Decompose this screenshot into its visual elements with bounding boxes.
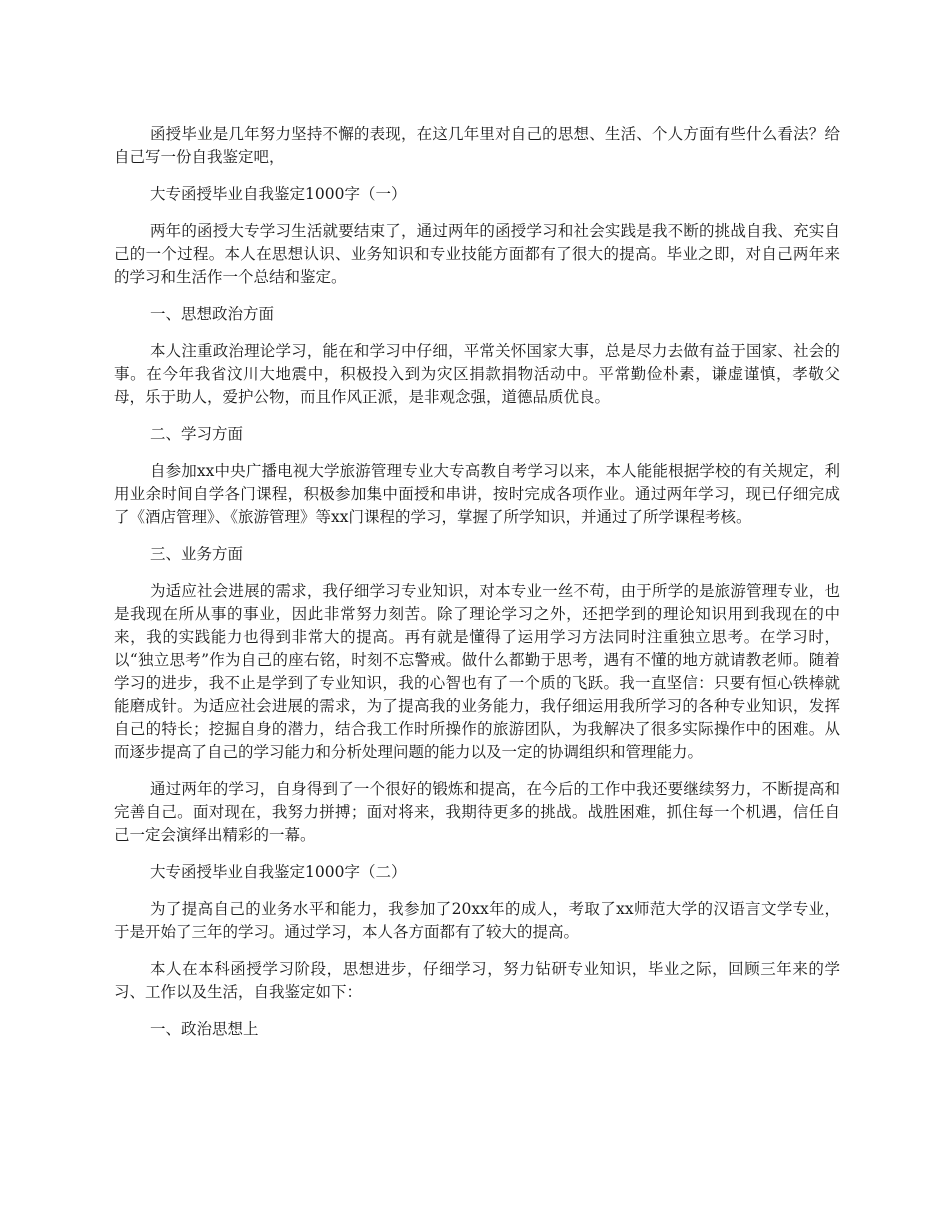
subheading-study: 二、学习方面 <box>150 425 244 443</box>
intro-paragraph: 函授毕业是几年努力坚持不懈的表现，在这几年里对自己的思想、生活、个人方面有些什么看法？给自己写一份自我鉴定吧， <box>114 125 840 166</box>
paragraph-summary-2: 本人在本科函授学习阶段，思想进步，仔细学习，努力钻研专业知识，毕业之际，回顾三年来的学习、工作以及生活，自我鉴定如下： <box>114 960 840 1001</box>
paragraph-conclusion-1: 通过两年的学习，自身得到了一个很好的锻炼和提高，在今后的工作中我还要继续努力，不断提高和完善自己。面对现在，我努力拼搏；面对将来，我期待更多的挑战。战胜困难，抓住每一个机遇，信任自己一定会演绎出精彩的一幕。 <box>114 780 840 844</box>
paragraph-study: 自参加xx中央广播电视大学旅游管理专业大专高教自考学习以来，本人能能根据学校的有关规定，利用业余时间自学各门课程，积极参加集中面授和串讲，按时完成各项作业。通过两年学习，现已仔细完成了《酒店管理》、《旅游管理》等xx门课程的学习，掌握了所学知识，并通过了所学课程考核。 <box>114 462 840 526</box>
section-title-2: 大专函授毕业自我鉴定1000字（二） <box>150 863 407 881</box>
subheading-politics: 一、思想政治方面 <box>150 305 275 323</box>
section-title-1: 大专函授毕业自我鉴定1000字（一） <box>150 185 407 203</box>
subheading-business: 三、业务方面 <box>150 545 244 563</box>
paragraph-politics: 本人注重政治理论学习，能在和学习中仔细，平常关怀国家大事，总是尽力去做有益于国家、社会的事。在今年我省汶川大地震中，积极投入到为灾区捐款捐物活动中。平常勤俭朴素，谦虚谨慎，孝敬父母，乐于助人，爱护公物，而且作风正派，是非观念强，道德品质优良。 <box>114 342 840 406</box>
paragraph-overview-1: 两年的函授大专学习生活就要结束了，通过两年的函授学习和社会实践是我不断的挑战自我、充实自己的一个过程。本人在思想认识、业务知识和专业技能方面都有了很大的提高。毕业之即，对自己两年来的学习和生活作一个总结和鉴定。 <box>114 222 840 286</box>
subheading-political-thought: 一、政治思想上 <box>150 1020 259 1038</box>
paragraph-business: 为适应社会进展的需求，我仔细学习专业知识，对本专业一丝不苟，由于所学的是旅游管理专业，也是我现在所从事的事业，因此非常努力刻苦。除了理论学习之外，还把学到的理论知识用到我现在的中来，我的实践能力也得到非常大的提高。再有就是懂得了运用学习方法同时注重独立思考。在学习时，以“独立思考”作为自己的座右铭，时刻不忘警戒。做什么都勤于思考，遇有不懂的地方就请教老师。随着学习的进步，我不止是学到了专业知识，我的心智也有了一个质的飞跃。我一直坚信：只要有恒心铁棒就能磨成针。为适应社会进展的需求，为了提高我的业务能力，我仔细运用我所学习的各种专业知识，发挥自己的特长；挖掘自身的潜力，结合我工作时所操作的旅游团队，为我解决了很多实际操作中的困难。从而逐步提高了自己的学习能力和分析处理问题的能力以及一定的协调组织和管理能力。 <box>114 582 840 761</box>
paragraph-overview-2: 为了提高自己的业务水平和能力，我参加了20xx年的成人，考取了xx师范大学的汉语言文学专业，于是开始了三年的学习。通过学习，本人各方面都有了较大的提高。 <box>114 900 840 941</box>
